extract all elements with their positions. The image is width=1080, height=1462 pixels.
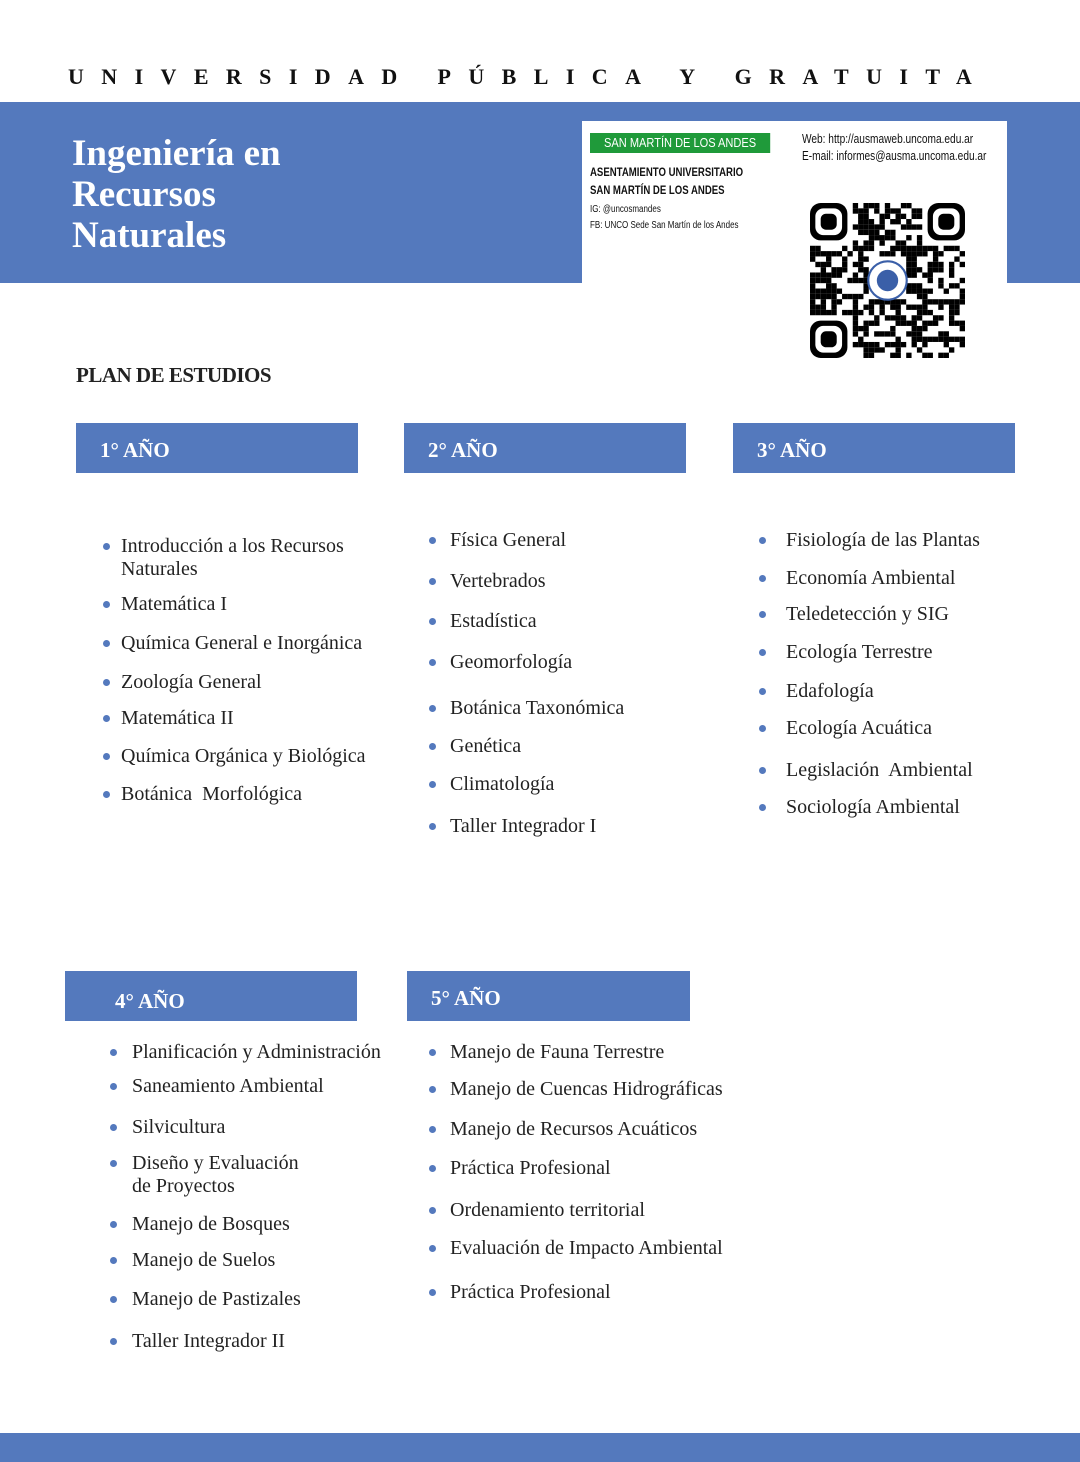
subject-item: Manejo de Bosques [132, 1213, 290, 1235]
subject-item: Estadística [450, 610, 537, 632]
bullet-icon [759, 767, 766, 774]
subject-item: Silvicultura [132, 1116, 226, 1138]
bullet-icon [759, 725, 766, 732]
subject-item: Práctica Profesional [450, 1157, 611, 1179]
year-header: 2° AÑO [404, 423, 686, 473]
bullet-icon [429, 823, 436, 830]
motto: UNIVERSIDAD PÚBLICA Y GRATUITA [68, 64, 990, 89]
bullet-icon [429, 578, 436, 585]
subject-item: Economía Ambiental [786, 567, 956, 589]
bullet-icon [110, 1160, 117, 1167]
bullet-icon [110, 1221, 117, 1228]
subject-item: Teledetección y SIG [786, 603, 949, 625]
bullet-icon [429, 1289, 436, 1296]
bullet-icon [103, 791, 110, 798]
subject-item: Manejo de Pastizales [132, 1288, 301, 1310]
bullet-icon [429, 1165, 436, 1172]
subject-item: Matemática II [121, 707, 234, 729]
campus-line-1: ASENTAMIENTO UNIVERSITARIO [590, 165, 744, 179]
subject-item: Edafología [786, 680, 874, 702]
subject-item: Climatología [450, 773, 555, 795]
subject-item: Química Orgánica y Biológica [121, 745, 366, 767]
subject-item: Botánica Morfológica [121, 783, 303, 805]
bullet-icon [429, 1207, 436, 1214]
bullet-icon [103, 601, 110, 608]
subject-item: Botánica Taxonómica [450, 697, 625, 719]
bullet-icon [759, 611, 766, 618]
year-header: 1° AÑO [76, 423, 358, 473]
plan-title: PLAN DE ESTUDIOS [76, 363, 272, 387]
bullet-icon [429, 1049, 436, 1056]
subject-item: Manejo de Recursos Acuáticos [450, 1118, 698, 1140]
bullet-icon [429, 1245, 436, 1252]
subject-item: Taller Integrador II [132, 1330, 285, 1352]
program-title [72, 133, 281, 256]
subject-item: Legislación Ambiental [786, 759, 973, 781]
facebook-page: FB: UNCO Sede San Martín de los Andes [590, 220, 739, 231]
bullet-icon [429, 537, 436, 544]
bullet-icon [429, 705, 436, 712]
subject-item: Geomorfología [450, 651, 573, 673]
bullet-icon [103, 753, 110, 760]
bullet-icon [110, 1338, 117, 1345]
subject-item: Vertebrados [450, 570, 546, 592]
bullet-icon [759, 537, 766, 544]
bullet-icon [103, 640, 110, 647]
contact-card [582, 121, 1007, 361]
subject-item: Taller Integrador I [450, 815, 597, 837]
title-line: Ingeniería en [72, 133, 281, 174]
subject-item: Sociología Ambiental [786, 796, 960, 818]
subject-item: Manejo de Suelos [132, 1249, 276, 1271]
bullet-icon [429, 618, 436, 625]
bullet-icon [429, 659, 436, 666]
bullet-icon [103, 543, 110, 550]
location-badge: SAN MARTÍN DE LOS ANDES [590, 133, 770, 153]
bullet-icon [110, 1083, 117, 1090]
subject-item: Ecología Terrestre [786, 641, 933, 663]
bullet-icon [429, 781, 436, 788]
bullet-icon [110, 1257, 117, 1264]
subject-item: Manejo de Cuencas Hidrográficas [450, 1078, 723, 1100]
subject-item: Genética [450, 735, 522, 757]
subject-item: Ecología Acuática [786, 717, 933, 739]
bullet-icon [759, 688, 766, 695]
bullet-icon [110, 1124, 117, 1131]
instagram-handle: IG: @uncosmandes [590, 204, 661, 215]
bullet-icon [103, 715, 110, 722]
subject-item: Zoología General [121, 671, 262, 693]
subject-item: Planificación y Administración [132, 1041, 381, 1063]
subject-item: Saneamiento Ambiental [132, 1075, 324, 1097]
subject-item: Física General [450, 529, 567, 551]
subject-item: Química General e Inorgánica [121, 632, 363, 654]
footer-bar [0, 1433, 1080, 1462]
subject-item: Matemática I [121, 593, 228, 615]
title-line: Recursos [72, 174, 216, 215]
campus-line-2: SAN MARTÍN DE LOS ANDES [590, 183, 725, 197]
subject-item: Fisiología de las Plantas [786, 529, 980, 551]
bullet-icon [110, 1049, 117, 1056]
bullet-icon [759, 804, 766, 811]
year-header: 4° AÑO [65, 971, 357, 1021]
subject-item: Práctica Profesional [450, 1281, 611, 1303]
bullet-icon [429, 1126, 436, 1133]
subject-item: Evaluación de Impacto Ambiental [450, 1237, 723, 1259]
subject-item: Manejo de Fauna Terrestre [450, 1041, 665, 1063]
bullet-icon [110, 1296, 117, 1303]
bullet-icon [429, 743, 436, 750]
title-line: Naturales [72, 215, 227, 256]
website-link[interactable]: Web: http://ausmaweb.uncoma.edu.ar [802, 131, 974, 146]
qr-code-icon[interactable] [810, 203, 965, 358]
bullet-icon [759, 649, 766, 656]
subject-item: Ordenamiento territorial [450, 1199, 645, 1221]
subject-item: Diseño y Evaluación de Proyectos [132, 1152, 299, 1197]
bullet-icon [429, 1086, 436, 1093]
bullet-icon [759, 575, 766, 582]
bullet-icon [103, 679, 110, 686]
subject-item: Introducción a los Recursos Naturales [121, 535, 344, 580]
email-link[interactable]: E-mail: informes@ausma.uncoma.edu.ar [802, 148, 987, 163]
year-header: 3° AÑO [733, 423, 1015, 473]
year-header: 5° AÑO [407, 971, 690, 1021]
